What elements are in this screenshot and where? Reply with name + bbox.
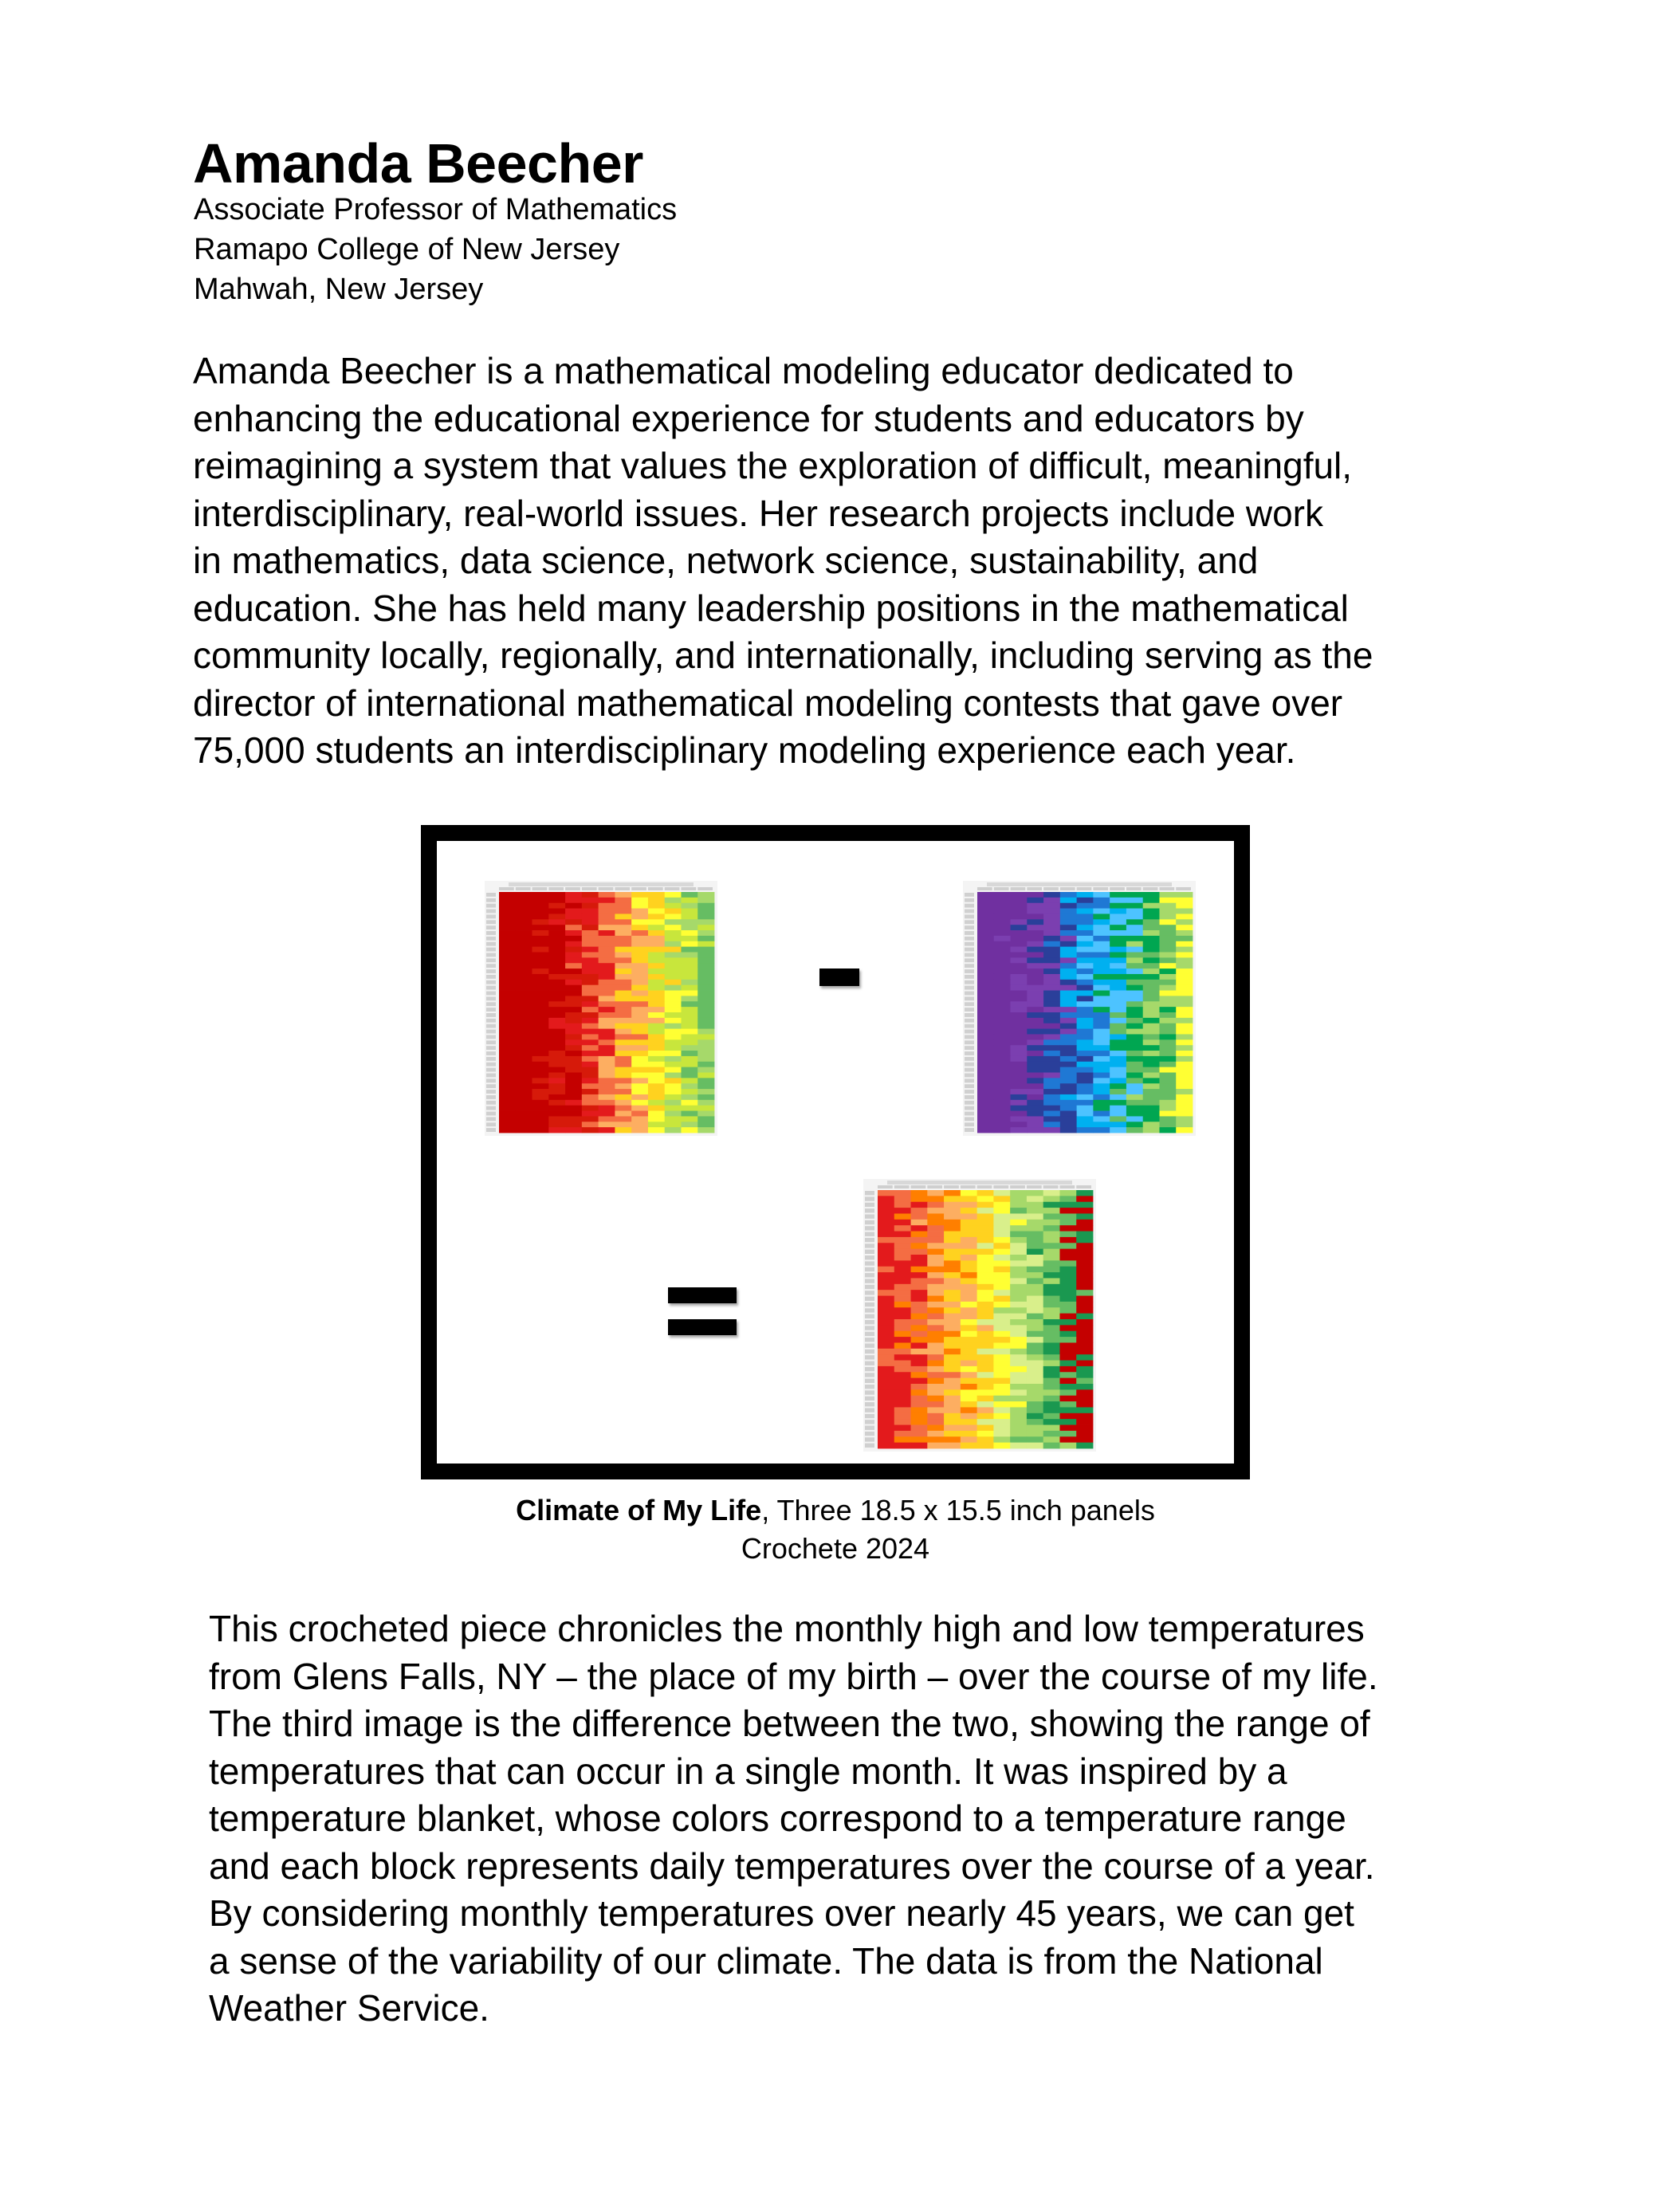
- artwork-panel-high: [485, 881, 717, 1136]
- bio-paragraph: [193, 348, 1548, 775]
- artwork-details: , Three 18.5 x 15.5 inch panels: [761, 1494, 1155, 1526]
- heatmap-low-temperatures: [963, 881, 1196, 1136]
- bio-line: in mathematics, data science, network science, sustainability, and: [193, 540, 1259, 581]
- description-line: By considering monthly temperatures over nearly 45 years, we can get: [209, 1892, 1354, 1934]
- bio-line: director of international mathematical modeling contests that gave over: [193, 682, 1343, 724]
- bio-line: Amanda Beecher is a mathematical modeling educator dedicated to: [193, 350, 1294, 391]
- heatmap-temperature-difference: [863, 1179, 1096, 1452]
- description-line: Weather Service.: [209, 1987, 489, 2029]
- artwork-medium-year: Crochete 2024: [741, 1532, 930, 1565]
- description-line: a sense of the variability of our climate. The data is from the National: [209, 1939, 1323, 1982]
- description-line: and each block represents daily temperatures over the course of a year.: [209, 1845, 1375, 1887]
- artwork-panel-difference: [863, 1179, 1096, 1452]
- caption-line-1: [421, 1491, 1250, 1530]
- equals-sign: [668, 1287, 737, 1338]
- bio-line: education. She has held many leadership positions in the mathematical: [193, 587, 1349, 629]
- affiliation-block: [194, 190, 677, 309]
- description-line: temperatures that can occur in a single month. It was inspired by a: [209, 1750, 1287, 1792]
- bio-line: interdisciplinary, real-world issues. Her research projects include work: [193, 492, 1324, 534]
- author-location: Mahwah, New Jersey: [194, 273, 484, 306]
- heatmap-high-temperatures: [485, 881, 717, 1136]
- description-paragraph: [209, 1605, 1564, 2033]
- description-line: The third image is the difference between the two, showing the range of: [209, 1703, 1370, 1744]
- bio-line: 75,000 students an interdisciplinary modeling experience each year.: [193, 729, 1296, 771]
- bio-line: enhancing the educational experience for students and educators by: [193, 397, 1304, 439]
- figure-caption: [421, 1491, 1250, 1568]
- description-line: This crocheted piece chronicles the monthly high and low temperatures: [209, 1608, 1365, 1649]
- bio-line: community locally, regionally, and internationally, including serving as the: [193, 635, 1373, 676]
- artwork-figure: [421, 825, 1250, 1479]
- description-line: from Glens Falls, NY – the place of my birth – over the course of my life.: [209, 1655, 1378, 1697]
- artwork-title: Climate of My Life: [516, 1494, 762, 1526]
- description-line: temperature blanket, whose colors correspond to a temperature range: [209, 1797, 1346, 1839]
- minus-sign: [819, 968, 859, 986]
- bio-line: reimagining a system that values the exploration of difficult, meaningful,: [193, 445, 1353, 486]
- artwork-panel-low: [963, 881, 1196, 1136]
- author-name: Amanda Beecher: [193, 132, 643, 194]
- author-institution: Ramapo College of New Jersey: [194, 233, 620, 266]
- author-title: Associate Professor of Mathematics: [194, 193, 678, 226]
